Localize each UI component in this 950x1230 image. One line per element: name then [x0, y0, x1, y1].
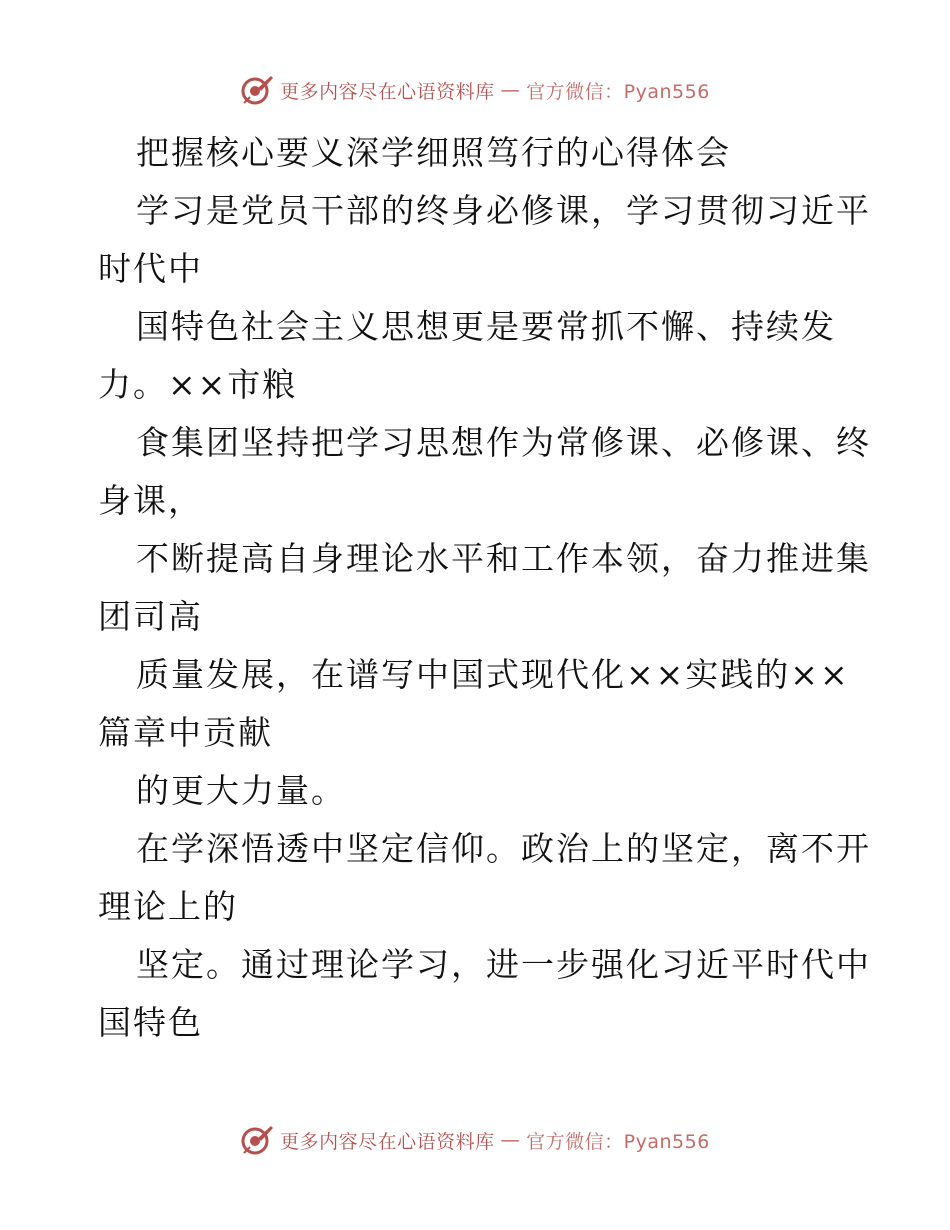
- footer-banner-separator: —: [500, 1129, 521, 1151]
- paragraph-line: 在学深悟透中坚定信仰。政治上的坚定，离不开: [136, 829, 871, 868]
- paragraph-line: 理论上的: [98, 887, 238, 926]
- paragraph-line: 时代中: [98, 249, 203, 288]
- paragraph-line: 食集团坚持把学习思想作为常修课、必修课、终: [136, 423, 871, 462]
- footer-banner-content: [240, 1123, 710, 1157]
- paragraph-line: 身课，: [98, 481, 203, 520]
- paragraph-line: 篇章中贡献: [98, 713, 273, 752]
- pen-logo-icon: [240, 73, 274, 107]
- pen-logo-icon: [240, 1123, 274, 1157]
- document-title: 把握核心要义深学细照笃行的心得体会: [136, 133, 731, 172]
- paragraph-line: 国特色: [98, 1003, 203, 1042]
- header-banner: [0, 70, 950, 110]
- header-banner-text: 更多内容尽在心语资料库: [280, 80, 495, 103]
- header-banner-content: [240, 73, 710, 107]
- paragraph-line: 国特色社会主义思想更是要常抓不懈、持续发: [136, 307, 836, 346]
- paragraph-line: 不断提高自身理论水平和工作本领，奋力推进集: [136, 539, 871, 578]
- paragraph-line: 力。××市粮: [98, 365, 298, 404]
- paragraph-line: 质量发展，在谱写中国式现代化××实践的××: [136, 655, 850, 694]
- footer-banner-text: 更多内容尽在心语资料库: [280, 1130, 495, 1153]
- paragraph-line: 坚定。通过理论学习，进一步强化习近平时代中: [136, 945, 871, 984]
- paragraph-line: 学习是党员干部的终身必修课，学习贯彻习近平: [136, 191, 871, 230]
- paragraph-line: 的更大力量。: [136, 771, 346, 810]
- paragraph-line: 团司高: [98, 597, 203, 636]
- header-banner-wechat: 官方微信：Pyan556: [526, 80, 710, 103]
- footer-banner-wechat: 官方微信：Pyan556: [526, 1130, 710, 1153]
- header-banner-separator: —: [500, 79, 521, 101]
- document-body: [98, 124, 871, 1052]
- footer-banner: [0, 1120, 950, 1160]
